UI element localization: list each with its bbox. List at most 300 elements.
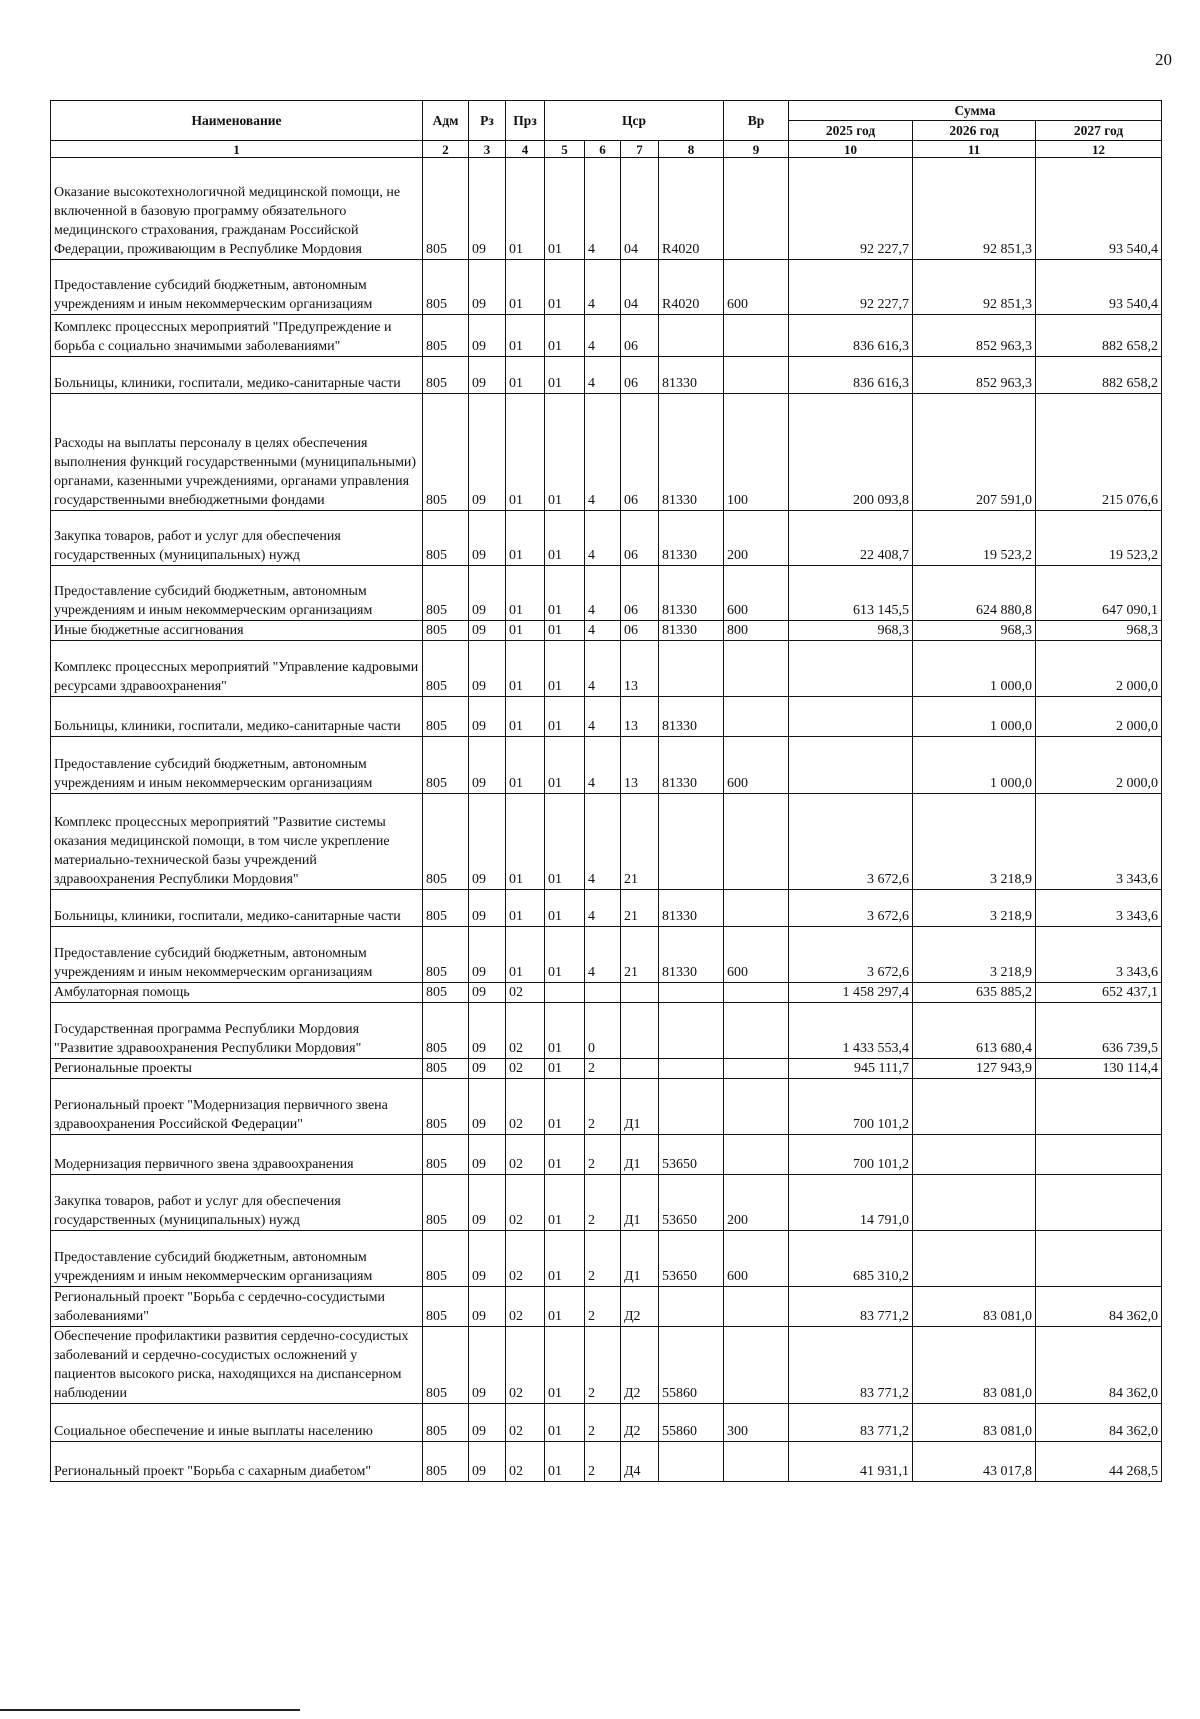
table-row	[51, 158, 1162, 260]
row-name: Оказание высокотехнологичной медицинской помощи, не включенной в базовую программу обязательного медицинского страхования, гражданам Российской Федерации, проживающим в Республике Мордовия	[51, 158, 423, 260]
colnum-12: 12	[1036, 141, 1162, 158]
row-name: Иные бюджетные ассигнования	[51, 621, 423, 641]
row-name: Предоставление субсидий бюджетным, автономным учреждениям и иным некоммерческим организациям	[51, 566, 423, 621]
row-sum-2026: 83 081,0	[913, 1287, 1036, 1327]
row-prz: 02	[506, 983, 545, 1003]
row-adm: 805	[423, 1231, 469, 1287]
row-prz: 01	[506, 697, 545, 737]
row-name: Закупка товаров, работ и услуг для обеспечения государственных (муниципальных) нужд	[51, 1175, 423, 1231]
row-adm: 805	[423, 1059, 469, 1079]
row-sum-2027	[1036, 1079, 1162, 1135]
table-row	[51, 260, 1162, 315]
row-sum-2025: 3 672,6	[789, 927, 913, 983]
colnum-6: 6	[585, 141, 621, 158]
row-adm: 805	[423, 1287, 469, 1327]
row-csr-5: 01	[545, 511, 585, 566]
colnum-8: 8	[659, 141, 724, 158]
row-csr-5: 01	[545, 260, 585, 315]
header-csr: Цср	[545, 101, 724, 141]
row-csr-8: 81330	[659, 697, 724, 737]
row-prz: 01	[506, 158, 545, 260]
row-name: Комплекс процессных мероприятий "Управление кадровыми ресурсами здравоохранения"	[51, 641, 423, 697]
scan-edge-line	[0, 1709, 300, 1719]
row-csr-6: 4	[585, 511, 621, 566]
row-csr-6	[585, 983, 621, 1003]
row-sum-2025: 700 101,2	[789, 1079, 913, 1135]
header-2025: 2025 год	[789, 121, 913, 141]
row-rz: 09	[469, 1287, 506, 1327]
row-csr-7: Д2	[621, 1404, 659, 1442]
table-row	[51, 1404, 1162, 1442]
row-csr-5: 01	[545, 641, 585, 697]
row-name: Региональный проект "Борьба с сахарным диабетом"	[51, 1442, 423, 1482]
row-prz: 02	[506, 1327, 545, 1404]
row-csr-8	[659, 641, 724, 697]
row-sum-2026: 207 591,0	[913, 394, 1036, 511]
row-sum-2025: 613 145,5	[789, 566, 913, 621]
row-name: Комплекс процессных мероприятий "Предупреждение и борьба с социально значимыми заболеваниями"	[51, 315, 423, 357]
table-row	[51, 1327, 1162, 1404]
row-sum-2025	[789, 697, 913, 737]
table-row	[51, 357, 1162, 394]
row-sum-2025: 83 771,2	[789, 1287, 913, 1327]
row-rz: 09	[469, 394, 506, 511]
row-name: Предоставление субсидий бюджетным, автономным учреждениям и иным некоммерческим организациям	[51, 1231, 423, 1287]
row-sum-2026: 852 963,3	[913, 357, 1036, 394]
row-vr: 600	[724, 737, 789, 794]
row-csr-5: 01	[545, 927, 585, 983]
row-sum-2027	[1036, 1231, 1162, 1287]
row-name: Региональные проекты	[51, 1059, 423, 1079]
row-csr-6: 4	[585, 394, 621, 511]
row-vr	[724, 794, 789, 890]
row-csr-7: 04	[621, 158, 659, 260]
row-adm: 805	[423, 511, 469, 566]
row-csr-5: 01	[545, 697, 585, 737]
colnum-9: 9	[724, 141, 789, 158]
row-rz: 09	[469, 566, 506, 621]
row-name: Расходы на выплаты персоналу в целях обеспечения выполнения функций государственными (муниципальными) органами, казенными учреждениями, органами управления государственными внебюджетными фондами	[51, 394, 423, 511]
row-rz: 09	[469, 1442, 506, 1482]
row-adm: 805	[423, 1404, 469, 1442]
row-csr-8: 53650	[659, 1175, 724, 1231]
row-vr	[724, 697, 789, 737]
row-sum-2025: 22 408,7	[789, 511, 913, 566]
header-name: Наименование	[51, 101, 423, 141]
row-prz: 01	[506, 566, 545, 621]
row-sum-2025: 83 771,2	[789, 1327, 913, 1404]
row-rz: 09	[469, 1231, 506, 1287]
row-csr-7: Д1	[621, 1175, 659, 1231]
row-sum-2025: 700 101,2	[789, 1135, 913, 1175]
table-row	[51, 1135, 1162, 1175]
row-csr-6: 4	[585, 260, 621, 315]
row-sum-2027: 44 268,5	[1036, 1442, 1162, 1482]
row-vr	[724, 983, 789, 1003]
row-vr: 600	[724, 927, 789, 983]
row-name: Социальное обеспечение и иные выплаты населению	[51, 1404, 423, 1442]
row-csr-5: 01	[545, 394, 585, 511]
row-csr-6: 4	[585, 641, 621, 697]
table-row	[51, 794, 1162, 890]
row-name: Обеспечение профилактики развития сердечно-сосудистых заболеваний и сердечно-сосудистых осложнений у пациентов высокого риска, находящихся на диспансерном наблюдении	[51, 1327, 423, 1404]
row-csr-5: 01	[545, 737, 585, 794]
colnum-2: 2	[423, 141, 469, 158]
row-rz: 09	[469, 357, 506, 394]
row-csr-5: 01	[545, 621, 585, 641]
row-csr-6: 4	[585, 158, 621, 260]
row-csr-8: 81330	[659, 621, 724, 641]
row-adm: 805	[423, 641, 469, 697]
row-rz: 09	[469, 1135, 506, 1175]
row-csr-8: 55860	[659, 1404, 724, 1442]
row-adm: 805	[423, 621, 469, 641]
row-vr	[724, 1135, 789, 1175]
table-row	[51, 983, 1162, 1003]
row-adm: 805	[423, 566, 469, 621]
table-row	[51, 1231, 1162, 1287]
row-csr-5: 01	[545, 1442, 585, 1482]
row-csr-5: 01	[545, 1135, 585, 1175]
row-sum-2027	[1036, 1135, 1162, 1175]
row-csr-8: 81330	[659, 357, 724, 394]
header-vr: Вр	[724, 101, 789, 141]
row-sum-2027: 882 658,2	[1036, 357, 1162, 394]
row-sum-2026: 852 963,3	[913, 315, 1036, 357]
row-rz: 09	[469, 1327, 506, 1404]
row-prz: 01	[506, 394, 545, 511]
row-sum-2025: 200 093,8	[789, 394, 913, 511]
colnum-10: 10	[789, 141, 913, 158]
row-csr-6: 4	[585, 927, 621, 983]
row-csr-7: Д1	[621, 1135, 659, 1175]
row-sum-2026: 92 851,3	[913, 158, 1036, 260]
row-name: Государственная программа Республики Мордовия "Развитие здравоохранения Республики Мордовия"	[51, 1003, 423, 1059]
row-prz: 01	[506, 357, 545, 394]
row-sum-2026: 43 017,8	[913, 1442, 1036, 1482]
row-csr-8	[659, 983, 724, 1003]
row-csr-6: 2	[585, 1135, 621, 1175]
row-csr-6: 2	[585, 1287, 621, 1327]
row-vr	[724, 1079, 789, 1135]
row-prz: 02	[506, 1231, 545, 1287]
row-sum-2026: 127 943,9	[913, 1059, 1036, 1079]
row-vr	[724, 1327, 789, 1404]
row-sum-2026	[913, 1175, 1036, 1231]
row-csr-7: 04	[621, 260, 659, 315]
row-adm: 805	[423, 1327, 469, 1404]
row-csr-5	[545, 983, 585, 1003]
row-vr: 800	[724, 621, 789, 641]
row-rz: 09	[469, 927, 506, 983]
row-csr-5: 01	[545, 794, 585, 890]
row-sum-2026: 3 218,9	[913, 890, 1036, 927]
row-csr-6: 2	[585, 1442, 621, 1482]
row-csr-8	[659, 315, 724, 357]
row-sum-2026	[913, 1079, 1036, 1135]
row-sum-2027: 2 000,0	[1036, 641, 1162, 697]
table-row	[51, 511, 1162, 566]
row-prz: 01	[506, 890, 545, 927]
row-csr-7: Д2	[621, 1287, 659, 1327]
row-sum-2027: 84 362,0	[1036, 1404, 1162, 1442]
row-csr-8: 55860	[659, 1327, 724, 1404]
row-csr-7	[621, 983, 659, 1003]
row-csr-6: 4	[585, 357, 621, 394]
row-sum-2026: 3 218,9	[913, 794, 1036, 890]
row-csr-7: 06	[621, 315, 659, 357]
row-sum-2026: 1 000,0	[913, 641, 1036, 697]
table-row	[51, 394, 1162, 511]
row-rz: 09	[469, 1079, 506, 1135]
row-sum-2025: 1 458 297,4	[789, 983, 913, 1003]
row-sum-2026	[913, 1231, 1036, 1287]
table-row	[51, 566, 1162, 621]
row-vr: 200	[724, 1175, 789, 1231]
row-sum-2026	[913, 1135, 1036, 1175]
row-sum-2027: 647 090,1	[1036, 566, 1162, 621]
row-sum-2025: 968,3	[789, 621, 913, 641]
row-vr: 600	[724, 566, 789, 621]
row-csr-8: 81330	[659, 394, 724, 511]
row-csr-8: R4020	[659, 260, 724, 315]
row-adm: 805	[423, 394, 469, 511]
row-csr-6: 4	[585, 621, 621, 641]
row-csr-7: 06	[621, 357, 659, 394]
row-prz: 02	[506, 1135, 545, 1175]
row-sum-2027: 215 076,6	[1036, 394, 1162, 511]
table-row	[51, 1079, 1162, 1135]
row-csr-6: 4	[585, 566, 621, 621]
row-prz: 01	[506, 315, 545, 357]
row-csr-8: 81330	[659, 927, 724, 983]
row-name: Больницы, клиники, госпитали, медико-санитарные части	[51, 697, 423, 737]
row-sum-2025	[789, 641, 913, 697]
row-sum-2025	[789, 737, 913, 794]
table-row	[51, 737, 1162, 794]
row-sum-2026: 1 000,0	[913, 737, 1036, 794]
row-sum-2025: 836 616,3	[789, 315, 913, 357]
row-csr-6: 2	[585, 1059, 621, 1079]
row-adm: 805	[423, 1079, 469, 1135]
row-csr-5: 01	[545, 1404, 585, 1442]
row-rz: 09	[469, 890, 506, 927]
row-sum-2025: 3 672,6	[789, 794, 913, 890]
row-csr-6: 2	[585, 1175, 621, 1231]
row-sum-2026: 83 081,0	[913, 1404, 1036, 1442]
row-sum-2025: 14 791,0	[789, 1175, 913, 1231]
row-sum-2027: 2 000,0	[1036, 697, 1162, 737]
row-csr-6: 4	[585, 890, 621, 927]
row-sum-2025: 1 433 553,4	[789, 1003, 913, 1059]
row-sum-2027: 2 000,0	[1036, 737, 1162, 794]
row-vr: 300	[724, 1404, 789, 1442]
table-row	[51, 1442, 1162, 1482]
row-adm: 805	[423, 260, 469, 315]
row-sum-2025: 945 111,7	[789, 1059, 913, 1079]
row-prz: 01	[506, 927, 545, 983]
row-prz: 01	[506, 511, 545, 566]
row-vr	[724, 641, 789, 697]
row-csr-7: 13	[621, 697, 659, 737]
row-adm: 805	[423, 1003, 469, 1059]
row-adm: 805	[423, 927, 469, 983]
row-csr-8: 81330	[659, 511, 724, 566]
row-csr-7: Д1	[621, 1231, 659, 1287]
row-prz: 02	[506, 1404, 545, 1442]
row-csr-6: 2	[585, 1231, 621, 1287]
row-sum-2025: 3 672,6	[789, 890, 913, 927]
row-csr-5: 01	[545, 315, 585, 357]
row-prz: 01	[506, 621, 545, 641]
row-sum-2025: 836 616,3	[789, 357, 913, 394]
row-adm: 805	[423, 737, 469, 794]
colnum-4: 4	[506, 141, 545, 158]
row-csr-6: 4	[585, 697, 621, 737]
row-vr	[724, 890, 789, 927]
row-name: Амбулаторная помощь	[51, 983, 423, 1003]
row-prz: 02	[506, 1287, 545, 1327]
table-row	[51, 1059, 1162, 1079]
colnum-5: 5	[545, 141, 585, 158]
row-vr	[724, 1003, 789, 1059]
row-sum-2026: 3 218,9	[913, 927, 1036, 983]
row-vr: 100	[724, 394, 789, 511]
row-csr-7: Д4	[621, 1442, 659, 1482]
row-vr	[724, 1059, 789, 1079]
row-csr-7	[621, 1003, 659, 1059]
row-sum-2026: 19 523,2	[913, 511, 1036, 566]
row-csr-5: 01	[545, 357, 585, 394]
row-vr	[724, 158, 789, 260]
table-row	[51, 890, 1162, 927]
row-csr-7: 13	[621, 641, 659, 697]
row-prz: 01	[506, 260, 545, 315]
row-sum-2025: 83 771,2	[789, 1404, 913, 1442]
table-row	[51, 1003, 1162, 1059]
header-prz: Прз	[506, 101, 545, 141]
row-sum-2026: 624 880,8	[913, 566, 1036, 621]
row-sum-2026: 92 851,3	[913, 260, 1036, 315]
row-csr-6: 2	[585, 1404, 621, 1442]
row-csr-7: Д1	[621, 1079, 659, 1135]
row-rz: 09	[469, 315, 506, 357]
row-csr-8: R4020	[659, 158, 724, 260]
row-name: Региональный проект "Модернизация первичного звена здравоохранения Российской Федерации"	[51, 1079, 423, 1135]
row-sum-2027: 19 523,2	[1036, 511, 1162, 566]
budget-table	[50, 100, 1162, 1482]
row-rz: 09	[469, 621, 506, 641]
row-csr-8	[659, 1059, 724, 1079]
table-row	[51, 621, 1162, 641]
row-sum-2027: 3 343,6	[1036, 927, 1162, 983]
row-vr: 600	[724, 1231, 789, 1287]
row-sum-2027: 84 362,0	[1036, 1287, 1162, 1327]
colnum-11: 11	[913, 141, 1036, 158]
row-csr-8	[659, 1003, 724, 1059]
row-csr-5: 01	[545, 890, 585, 927]
row-csr-8: 81330	[659, 566, 724, 621]
colnum-3: 3	[469, 141, 506, 158]
row-csr-5: 01	[545, 1327, 585, 1404]
row-rz: 09	[469, 1175, 506, 1231]
row-vr: 200	[724, 511, 789, 566]
row-adm: 805	[423, 890, 469, 927]
row-csr-6: 4	[585, 794, 621, 890]
page-number: 20	[1155, 50, 1172, 69]
row-csr-8: 53650	[659, 1231, 724, 1287]
header-2026: 2026 год	[913, 121, 1036, 141]
row-csr-7: 06	[621, 566, 659, 621]
header-rz: Рз	[469, 101, 506, 141]
row-csr-8	[659, 1079, 724, 1135]
row-name: Региональный проект "Борьба с сердечно-сосудистыми заболеваниями"	[51, 1287, 423, 1327]
row-csr-5: 01	[545, 1287, 585, 1327]
row-prz: 02	[506, 1059, 545, 1079]
row-csr-7: 21	[621, 794, 659, 890]
row-sum-2027: 84 362,0	[1036, 1327, 1162, 1404]
row-sum-2027: 93 540,4	[1036, 260, 1162, 315]
row-csr-5: 01	[545, 158, 585, 260]
row-sum-2027: 652 437,1	[1036, 983, 1162, 1003]
row-csr-8: 53650	[659, 1135, 724, 1175]
row-adm: 805	[423, 357, 469, 394]
row-csr-6: 4	[585, 315, 621, 357]
row-prz: 02	[506, 1175, 545, 1231]
row-csr-7: 06	[621, 394, 659, 511]
table-row	[51, 641, 1162, 697]
row-sum-2026: 613 680,4	[913, 1003, 1036, 1059]
row-sum-2027: 636 739,5	[1036, 1003, 1162, 1059]
row-rz: 09	[469, 737, 506, 794]
row-prz: 02	[506, 1442, 545, 1482]
row-sum-2025: 41 931,1	[789, 1442, 913, 1482]
row-csr-8: 81330	[659, 737, 724, 794]
row-prz: 01	[506, 794, 545, 890]
row-csr-8: 81330	[659, 890, 724, 927]
row-csr-5: 01	[545, 566, 585, 621]
table-row	[51, 1287, 1162, 1327]
table-row	[51, 927, 1162, 983]
row-csr-5: 01	[545, 1079, 585, 1135]
row-adm: 805	[423, 983, 469, 1003]
row-rz: 09	[469, 511, 506, 566]
row-adm: 805	[423, 1442, 469, 1482]
row-prz: 02	[506, 1079, 545, 1135]
row-vr: 600	[724, 260, 789, 315]
row-name: Предоставление субсидий бюджетным, автономным учреждениям и иным некоммерческим организациям	[51, 927, 423, 983]
row-name: Больницы, клиники, госпитали, медико-санитарные части	[51, 890, 423, 927]
row-sum-2027: 3 343,6	[1036, 794, 1162, 890]
row-csr-7: 21	[621, 927, 659, 983]
row-csr-8	[659, 794, 724, 890]
row-adm: 805	[423, 315, 469, 357]
table-row	[51, 1175, 1162, 1231]
row-sum-2027	[1036, 1175, 1162, 1231]
row-adm: 805	[423, 697, 469, 737]
row-name: Модернизация первичного звена здравоохранения	[51, 1135, 423, 1175]
row-vr	[724, 1442, 789, 1482]
row-vr	[724, 357, 789, 394]
row-name: Комплекс процессных мероприятий "Развитие системы оказания медицинской помощи, в том числе укрепление материально-технической базы учреждений здравоохранения Республики Мордовия"	[51, 794, 423, 890]
row-name: Больницы, клиники, госпитали, медико-санитарные части	[51, 357, 423, 394]
row-sum-2026: 83 081,0	[913, 1327, 1036, 1404]
row-csr-6: 0	[585, 1003, 621, 1059]
row-rz: 09	[469, 697, 506, 737]
row-csr-8	[659, 1287, 724, 1327]
row-sum-2025: 92 227,7	[789, 158, 913, 260]
row-csr-6: 4	[585, 737, 621, 794]
